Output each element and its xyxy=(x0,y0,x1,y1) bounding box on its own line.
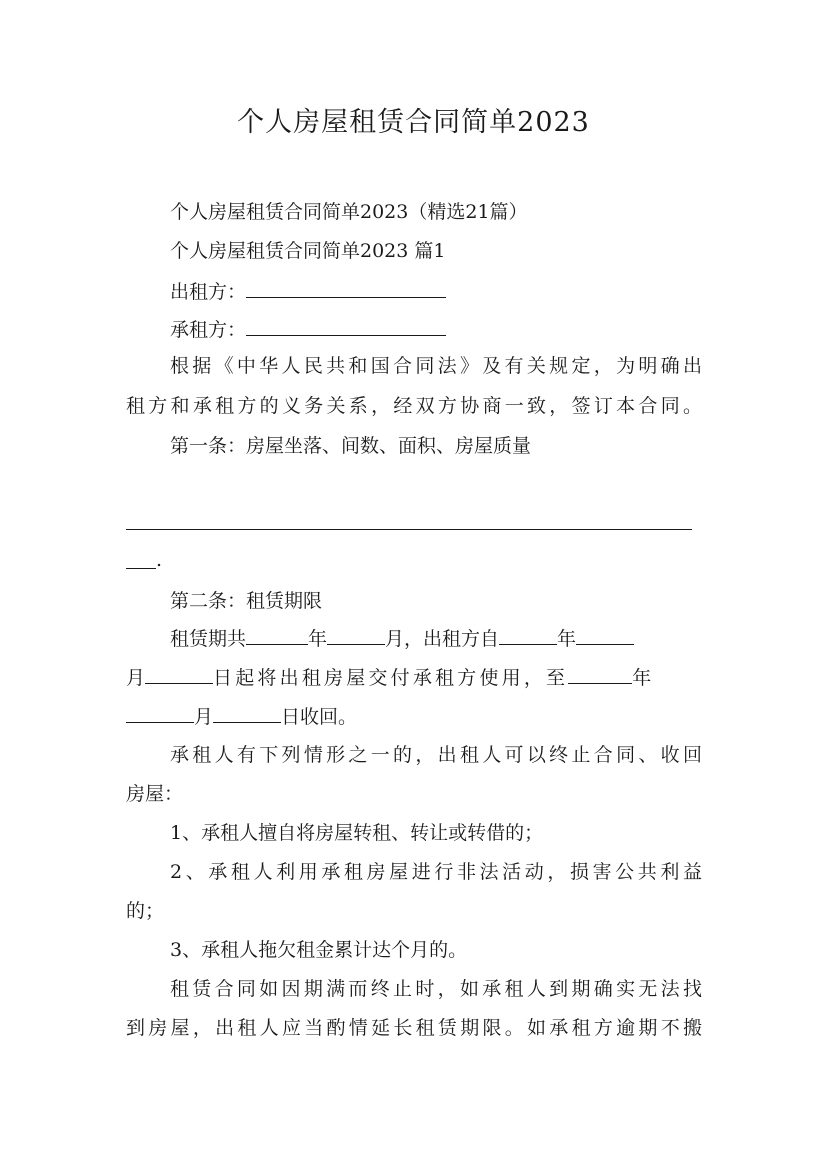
termination-item-2-line-1: 2、承租人利用承租房屋进行非法活动，损害公共利益 xyxy=(170,861,702,883)
expiry-line-2: 到房屋，出租人应当酌情延长租赁期限。如承租方逾期不搬 xyxy=(126,1017,702,1039)
period-text: 年 xyxy=(557,628,577,650)
end-year-blank xyxy=(568,665,632,684)
lessee-label: 承租方： xyxy=(170,319,247,341)
intro-paragraph-line-2: 租方和承租方的义务关系，经双方协商一致，签订本合同。 xyxy=(126,395,702,417)
period-text: 租赁期共 xyxy=(170,628,247,650)
lessee-line xyxy=(170,317,702,342)
end-day-blank xyxy=(213,704,281,723)
termination-item-1: 1、承租人擅自将房屋转租、转让或转借的； xyxy=(170,822,544,844)
termination-line-1: 承租人有下列情形之一的，出租人可以终止合同、收回 xyxy=(170,744,702,766)
document-subtitle: 个人房屋租赁合同简单2023（精选21篇） xyxy=(170,201,528,223)
period-text: 年 xyxy=(632,667,652,689)
start-year-blank xyxy=(499,626,557,645)
article-1-heading: 第一条：房屋坐落、间数、面积、房屋质量 xyxy=(170,435,532,457)
lessee-blank xyxy=(246,317,446,336)
start-day-blank xyxy=(145,665,213,684)
document-title: 个人房屋租赁合同简单2023 xyxy=(237,107,590,138)
period-text: 日收回。 xyxy=(281,706,358,728)
period-line-1 xyxy=(170,626,702,651)
blank-rule-period: . xyxy=(156,549,163,571)
intro-paragraph-line-1: 根据《中华人民共和国合同法》及有关规定，为明确出 xyxy=(170,355,702,377)
months-blank xyxy=(327,626,385,645)
period-line-2 xyxy=(126,665,702,690)
lessor-line xyxy=(170,279,702,304)
period-text: 月 xyxy=(194,706,214,728)
period-text: 年 xyxy=(308,628,328,650)
end-month-blank xyxy=(126,704,194,723)
years-blank xyxy=(246,626,308,645)
part-heading: 个人房屋租赁合同简单2023 篇1 xyxy=(170,240,446,262)
start-month-blank xyxy=(576,626,634,645)
blank-rule-short xyxy=(126,568,156,569)
period-text: 月 xyxy=(126,667,146,689)
period-text: 日起将出租房屋交付承租方使用，至 xyxy=(213,667,569,689)
lessor-blank xyxy=(246,279,446,298)
article-2-heading: 第二条：租赁期限 xyxy=(170,590,323,612)
termination-item-2-line-2: 的； xyxy=(126,900,165,922)
blank-rule-long xyxy=(126,529,692,530)
period-text: 月，出租方自 xyxy=(385,628,500,650)
termination-item-3: 3、承租人拖欠租金累计达个月的。 xyxy=(170,939,468,961)
lessor-label: 出租方： xyxy=(170,281,247,303)
termination-line-2: 房屋： xyxy=(126,783,184,805)
expiry-line-1: 租赁合同如因期满而终止时，如承租人到期确实无法找 xyxy=(170,978,702,1000)
period-line-3 xyxy=(126,704,702,729)
